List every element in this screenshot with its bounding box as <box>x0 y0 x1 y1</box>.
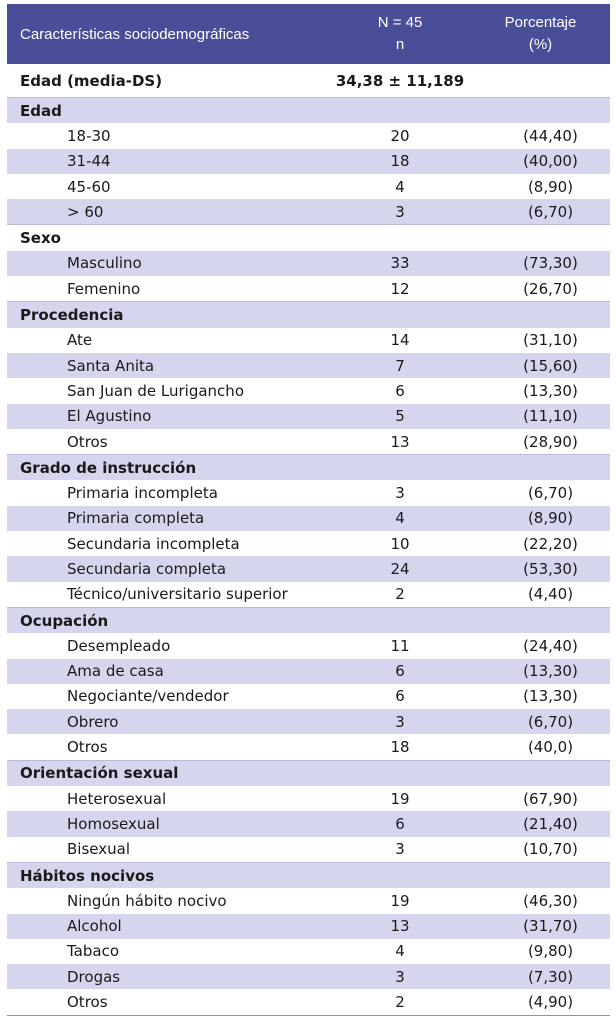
row-percentage: (8,90) <box>471 506 610 531</box>
table-row <box>7 964 610 989</box>
category-row <box>7 302 610 328</box>
category-empty-n <box>329 760 471 786</box>
category-empty-pct <box>471 302 610 328</box>
row-label: Obrero <box>7 709 329 734</box>
row-count: 3 <box>329 480 471 505</box>
row-percentage: (22,20) <box>471 531 610 556</box>
category-title: Grado de instrucción <box>7 455 329 481</box>
mean-age-pct <box>471 64 610 98</box>
row-percentage: (8,90) <box>471 174 610 199</box>
category-row <box>7 455 610 481</box>
row-count: 7 <box>329 353 471 378</box>
category-empty-n <box>329 225 471 251</box>
row-label: Homosexual <box>7 811 329 836</box>
header-percentage <box>471 4 610 64</box>
row-percentage: (73,30) <box>471 251 610 276</box>
row-label: Femenino <box>7 276 329 302</box>
category-empty-n <box>329 302 471 328</box>
table-row <box>7 378 610 403</box>
header-row <box>7 4 610 64</box>
row-count: 3 <box>329 709 471 734</box>
row-count: 4 <box>329 506 471 531</box>
table-row <box>7 506 610 531</box>
table-body <box>7 64 610 1015</box>
row-count: 19 <box>329 888 471 913</box>
row-label: > 60 <box>7 199 329 225</box>
table-row <box>7 989 610 1015</box>
row-count: 6 <box>329 684 471 709</box>
row-percentage: (6,70) <box>471 709 610 734</box>
row-label: Ate <box>7 328 329 353</box>
row-label: Otros <box>7 429 329 455</box>
table-row <box>7 276 610 302</box>
category-empty-pct <box>471 225 610 251</box>
row-percentage: (53,30) <box>471 556 610 581</box>
row-label: 18-30 <box>7 123 329 148</box>
table-row <box>7 531 610 556</box>
row-count: 14 <box>329 328 471 353</box>
category-title: Sexo <box>7 225 329 251</box>
table-row <box>7 429 610 455</box>
row-label: Secundaria completa <box>7 556 329 581</box>
row-percentage: (4,90) <box>471 989 610 1015</box>
category-empty-n <box>329 607 471 633</box>
table-row <box>7 914 610 939</box>
table-row <box>7 174 610 199</box>
category-empty-pct <box>471 760 610 786</box>
row-percentage: (13,30) <box>471 659 610 684</box>
table-row <box>7 251 610 276</box>
category-empty-pct <box>471 607 610 633</box>
category-empty-pct <box>471 455 610 481</box>
table-row <box>7 582 610 608</box>
table-row <box>7 709 610 734</box>
row-count: 6 <box>329 811 471 836</box>
row-percentage: (31,10) <box>471 328 610 353</box>
row-label: Otros <box>7 989 329 1015</box>
category-title: Edad <box>7 98 329 124</box>
mean-age-label: Edad (media-DS) <box>7 64 329 98</box>
row-percentage: (26,70) <box>471 276 610 302</box>
mean-age-row <box>7 64 610 98</box>
category-title: Orientación sexual <box>7 760 329 786</box>
table-row <box>7 123 610 148</box>
sociodemographic-table-container <box>7 4 610 1016</box>
row-label: Ningún hábito nocivo <box>7 888 329 913</box>
row-label: Drogas <box>7 964 329 989</box>
row-percentage: (9,80) <box>471 939 610 964</box>
row-label: 31-44 <box>7 149 329 174</box>
category-title: Ocupación <box>7 607 329 633</box>
table-row <box>7 888 610 913</box>
row-percentage: (7,30) <box>471 964 610 989</box>
category-row <box>7 862 610 888</box>
table-header <box>7 4 610 64</box>
table-row <box>7 786 610 811</box>
row-count: 2 <box>329 989 471 1015</box>
row-count: 5 <box>329 404 471 429</box>
row-label: Tabaco <box>7 939 329 964</box>
header-n-total: N = 45 <box>377 14 423 31</box>
row-percentage: (31,70) <box>471 914 610 939</box>
row-count: 4 <box>329 174 471 199</box>
header-n <box>329 4 471 64</box>
category-row <box>7 225 610 251</box>
table-row <box>7 837 610 863</box>
row-count: 12 <box>329 276 471 302</box>
row-percentage: (13,30) <box>471 684 610 709</box>
header-percentage-unit: (%) <box>528 36 553 53</box>
row-count: 3 <box>329 837 471 863</box>
table-row <box>7 480 610 505</box>
row-label: El Agustino <box>7 404 329 429</box>
row-percentage: (67,90) <box>471 786 610 811</box>
category-empty-n <box>329 862 471 888</box>
category-empty-n <box>329 98 471 124</box>
row-percentage: (4,40) <box>471 582 610 608</box>
row-label: Bisexual <box>7 837 329 863</box>
row-percentage: (40,00) <box>471 149 610 174</box>
row-label: Desempleado <box>7 633 329 658</box>
row-count: 18 <box>329 734 471 760</box>
table-row <box>7 734 610 760</box>
row-count: 6 <box>329 659 471 684</box>
table-row <box>7 353 610 378</box>
table-row <box>7 659 610 684</box>
row-label: Ama de casa <box>7 659 329 684</box>
row-count: 24 <box>329 556 471 581</box>
category-empty-pct <box>471 98 610 124</box>
header-characteristics <box>7 4 329 64</box>
row-label: Primaria incompleta <box>7 480 329 505</box>
row-percentage: (11,10) <box>471 404 610 429</box>
row-percentage: (6,70) <box>471 199 610 225</box>
row-count: 10 <box>329 531 471 556</box>
table-row <box>7 939 610 964</box>
row-label: Negociante/vendedor <box>7 684 329 709</box>
row-count: 18 <box>329 149 471 174</box>
table-row <box>7 556 610 581</box>
table-row <box>7 199 610 225</box>
row-percentage: (13,30) <box>471 378 610 403</box>
row-percentage: (28,90) <box>471 429 610 455</box>
category-row <box>7 607 610 633</box>
table-row <box>7 328 610 353</box>
table-row <box>7 149 610 174</box>
header-characteristics-text: Características sociodemográficas <box>20 25 250 43</box>
category-empty-pct <box>471 862 610 888</box>
row-percentage: (15,60) <box>471 353 610 378</box>
row-count: 4 <box>329 939 471 964</box>
row-count: 2 <box>329 582 471 608</box>
row-count: 13 <box>329 914 471 939</box>
row-percentage: (46,30) <box>471 888 610 913</box>
row-percentage: (21,40) <box>471 811 610 836</box>
row-percentage: (6,70) <box>471 480 610 505</box>
row-count: 33 <box>329 251 471 276</box>
sociodemographic-table <box>7 4 610 1016</box>
row-label: Técnico/universitario superior <box>7 582 329 608</box>
row-label: Otros <box>7 734 329 760</box>
row-count: 6 <box>329 378 471 403</box>
table-row <box>7 633 610 658</box>
row-label: Alcohol <box>7 914 329 939</box>
row-percentage: (24,40) <box>471 633 610 658</box>
mean-age-value: 34,38 ± 11,189 <box>329 64 471 98</box>
row-percentage: (44,40) <box>471 123 610 148</box>
header-n-label: n <box>395 36 405 53</box>
row-count: 19 <box>329 786 471 811</box>
row-label: Secundaria incompleta <box>7 531 329 556</box>
row-percentage: (10,70) <box>471 837 610 863</box>
row-count: 13 <box>329 429 471 455</box>
row-count: 11 <box>329 633 471 658</box>
category-title: Procedencia <box>7 302 329 328</box>
table-row <box>7 811 610 836</box>
category-row <box>7 98 610 124</box>
header-percentage-label: Porcentaje <box>504 14 577 31</box>
table-row <box>7 404 610 429</box>
row-percentage: (40,0) <box>471 734 610 760</box>
row-count: 20 <box>329 123 471 148</box>
row-label: San Juan de Lurigancho <box>7 378 329 403</box>
row-count: 3 <box>329 964 471 989</box>
row-label: Santa Anita <box>7 353 329 378</box>
category-empty-n <box>329 455 471 481</box>
table-row <box>7 684 610 709</box>
row-label: Masculino <box>7 251 329 276</box>
category-title: Hábitos nocivos <box>7 862 329 888</box>
row-count: 3 <box>329 199 471 225</box>
row-label: Heterosexual <box>7 786 329 811</box>
category-row <box>7 760 610 786</box>
row-label: Primaria completa <box>7 506 329 531</box>
row-label: 45-60 <box>7 174 329 199</box>
